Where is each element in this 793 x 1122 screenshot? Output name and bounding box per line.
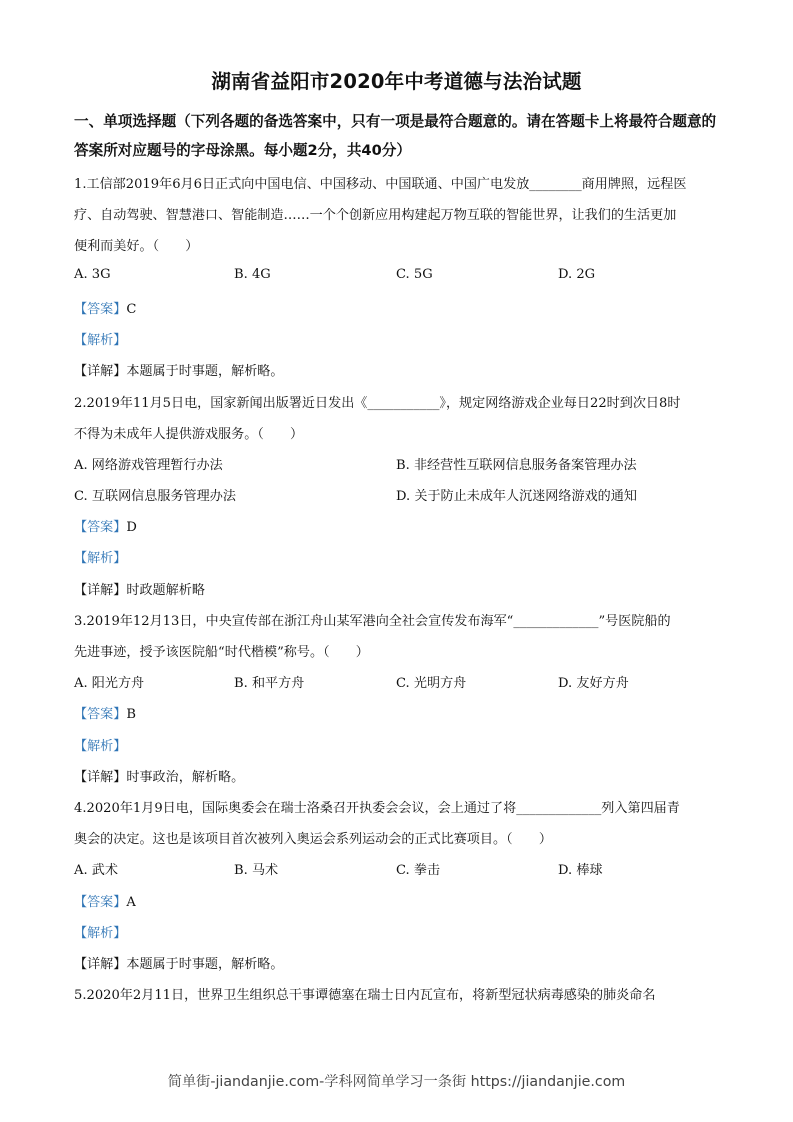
answer-tag: 【答案】 (74, 895, 127, 910)
answer-tag: 【答案】 (74, 520, 127, 535)
q3-line-2: 先进事迹，授予该医院船“时代楷模”称号。（ ） (74, 645, 369, 660)
q1-option-a: A. 3G (74, 267, 111, 282)
q4-option-b: B. 马术 (234, 863, 279, 878)
section-heading: 一、单项选择题（下列各题的备选答案中，只有一项是最符合题意的。请在答题卡上将最符合题意的答案所对应题号的字母涂黑。每小题2分，共40分） (74, 113, 717, 159)
q2-answer-row (74, 516, 137, 535)
q3-option-a: A. 阳光方舟 (74, 676, 145, 691)
q1-answer-row (74, 298, 136, 317)
answer-tag: 【答案】 (74, 302, 127, 317)
q1-detail: 本题属于时事题，解析略。 (126, 364, 284, 379)
q1-option-c: C. 5G (396, 267, 433, 282)
q2-option-a: A. 网络游戏管理暂行办法 (74, 458, 223, 473)
q4-analysis-tag: 【解析】 (74, 926, 127, 941)
q3-option-b: B. 和平方舟 (234, 676, 305, 691)
detail-tag: 【详解】 (74, 364, 127, 379)
q2-detail-row (74, 579, 205, 598)
detail-tag: 【详解】 (74, 583, 127, 598)
q3-option-c: C. 光明方舟 (396, 676, 467, 691)
q1-option-d: D. 2G (558, 267, 596, 282)
q4-option-a: A. 武术 (74, 863, 118, 878)
q3-detail: 时事政治，解析略。 (126, 770, 245, 785)
q3-line-1: 3.2019年12月13日，中央宣传部在浙江舟山某军港向全社会宣传发布海军“_____________”号医院船的 (74, 614, 671, 629)
q1-line-2: 疗、自动驾驶、智慧港口、智能制造……一个个创新应用构建起万物互联的智能世界，让我们的生活更加 (74, 208, 677, 223)
detail-tag: 【详解】 (74, 770, 127, 785)
q1-answer: C (126, 302, 137, 317)
q2-option-b: B. 非经营性互联网信息服务备案管理办法 (396, 458, 637, 473)
q1-option-b: B. 4G (234, 267, 271, 282)
q2-line-2: 不得为未成年人提供游戏服务。（ ） (74, 427, 304, 442)
q4-detail-row (74, 953, 284, 972)
q1-analysis-tag: 【解析】 (74, 333, 127, 348)
detail-tag: 【详解】 (74, 957, 127, 972)
q2-option-c: C. 互联网信息服务管理办法 (74, 489, 236, 504)
answer-tag: 【答案】 (74, 707, 127, 722)
q3-detail-row (74, 766, 244, 785)
q4-line-1: 4.2020年1月9日电，国际奥委会在瑞士洛桑召开执委会会议，会上通过了将_____________列入第四届青 (74, 801, 680, 816)
q4-answer-row (74, 891, 136, 910)
q2-analysis-tag: 【解析】 (74, 551, 127, 566)
q4-line-2: 奥会的决定。这也是该项目首次被列入奥运会系列运动会的正式比赛项目。（ ） (74, 832, 552, 847)
q1-detail-row (74, 360, 284, 379)
q1-line-1: 1.工信部2019年6月6日正式向中国电信、中国移动、中国联通、中国广电发放________商用牌照，远程医 (74, 177, 687, 192)
q2-option-d: D. 关于防止未成年人沉迷网络游戏的通知 (396, 489, 637, 504)
q2-line-1: 2.2019年11月5日电，国家新闻出版署近日发出《___________》，规定网络游戏企业每日22时到次日8时 (74, 396, 681, 411)
q5-line-1: 5.2020年2月11日，世界卫生组织总干事谭德塞在瑞士日内瓦宣布，将新型冠状病毒感染的肺炎命名 (74, 988, 656, 1003)
q2-answer: D (126, 520, 137, 535)
page-footer: 简单街-jiandanjie.com-学科网简单学习一条街 https://jiandanjie.com (167, 1074, 626, 1090)
q4-option-c: C. 拳击 (396, 863, 441, 878)
q3-analysis-tag: 【解析】 (74, 739, 127, 754)
page-title: 湖南省益阳市2020年中考道德与法治试题 (211, 70, 582, 93)
q4-detail: 本题属于时事题，解析略。 (126, 957, 284, 972)
q2-detail: 时政题解析略 (126, 583, 205, 598)
q1-line-3: 便利而美好。（ ） (74, 239, 199, 254)
q3-option-d: D. 友好方舟 (558, 676, 629, 691)
q4-option-d: D. 棒球 (558, 863, 603, 878)
q3-answer: B (126, 707, 136, 722)
q3-answer-row (74, 703, 136, 722)
q4-answer: A (126, 895, 136, 910)
